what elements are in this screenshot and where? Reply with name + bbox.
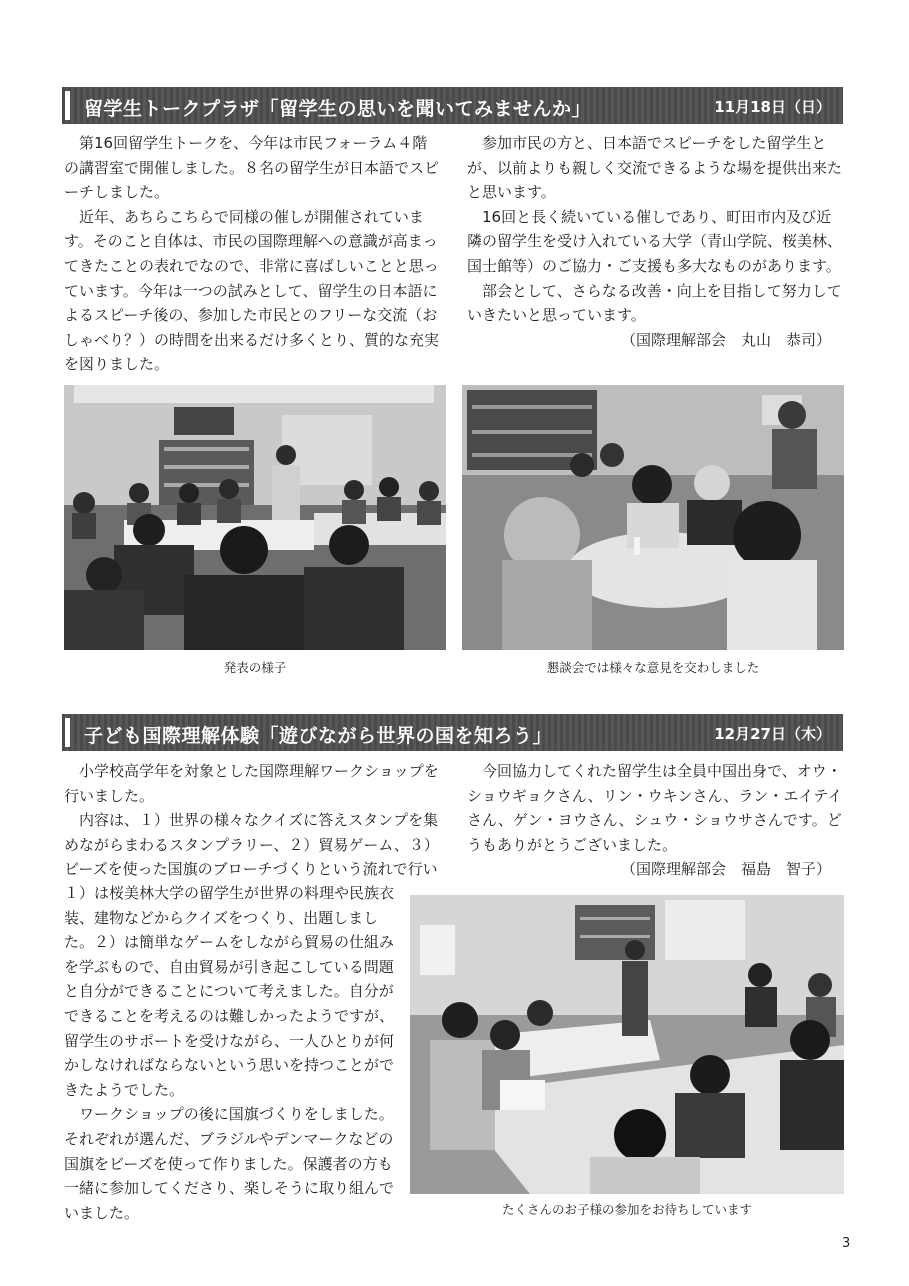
signature: （国際理解部会 福島 智子） [620, 860, 831, 879]
section2-left-column-bottom [64, 881, 404, 1225]
caption-presentation: 発表の様子 [223, 660, 287, 675]
caption-discussion: 懇談会では様々な意見を交わしました [546, 660, 760, 675]
paragraph: 参加市民の方と、日本語でスピーチをした留学生とが、以前よりも親しく交流できるような場を提供出来たと思います。 [467, 134, 843, 202]
signature: （国際理解部会 丸山 恭司） [620, 330, 831, 349]
page-number: 3 [842, 1236, 851, 1251]
photo-workshop [410, 895, 844, 1194]
header-accent-bar [65, 91, 70, 120]
caption-workshop: たくさんのお子様の参加をお待ちしています [501, 1202, 752, 1217]
section-header-talk-plaza [62, 87, 843, 124]
section-date: 12月27日（木） [714, 725, 831, 743]
section-title: 留学生トークプラザ「留学生の思いを聞いてみませんか」 [84, 98, 592, 120]
section-title: 子ども国際理解体験「遊びながら世界の国を知ろう」 [84, 725, 553, 747]
photo-presentation [64, 385, 446, 650]
section1-left-column [64, 131, 442, 377]
section2-left-column-top [64, 759, 442, 808]
section2-left-column-mid [64, 808, 442, 886]
photo-discussion [462, 385, 844, 650]
paragraph: 16回と長く続いている催しであり、町田市内及び近隣の留学生を受け入れている大学（青山学院、桜美林、国士館等）のご協力・ご支援も多大なものがあります。 [467, 207, 843, 275]
section2-right-column [467, 759, 845, 882]
paragraph: 部会として、さらなる改善・向上を目指して努力していきたいと思っています。 [467, 281, 842, 325]
header-accent-bar [65, 718, 70, 747]
paragraph: 近年、あちらこちらで同様の催しが開催されています。そのこと自体は、市民の国際理解への意識が高まってきたことの表れでなので、非常に喜ばしいことと思っています。今年は一つの試みとして、留学生の日本語によるスピーチ後の、参加した市民とのフリーな交流（おしゃべり？）の時間を出来るだけ多くとり、質的な充実を図りました。 [64, 207, 440, 374]
paragraph: 第16回留学生トークを、今年は市民フォーラム４階の講習室で開催しました。８名の留学生が日本語でスピーチしました。 [64, 134, 440, 202]
paragraph: 今回協力してくれた留学生は全員中国出身で、オウ・ショウギョクさん、リン・ウキンさん、ラン・エイテイさん、ゲン・ヨウさん、シュウ・ショウサさんです。どうもありがとうございました。 [467, 762, 843, 854]
paragraph: ワークショップの後に国旗づくりをしました。それぞれが選んだ、ブラジルやデンマークなどの国旗をビーズを使って作りました。保護者の方も一緒に参加してくださり、楽しそうに取り組んでいました。 [64, 1105, 395, 1222]
paragraph: 内容は、１）世界の様々なクイズに答えスタンプを集めながらまわるスタンプラリー、２）貿易ゲーム、３）ビーズを使った国旗のブローチづくりという流れで行い [64, 811, 439, 879]
section-date: 11月18日（日） [714, 98, 831, 116]
paragraph: 小学校高学年を対象とした国際理解ワークショップを行いました。 [64, 762, 439, 805]
paragraph-continued: １）は桜美林大学の留学生が世界の料理や民族衣装、建物などからクイズをつくり、出題しました。２）は簡単なゲームをしながら貿易の仕組みを学ぶもので、自由貿易が引き起こしている問題と自分ができることについて考えました。自分ができることを考えるのは難しかったようですが、留学生のサポートを受けながら、一人ひとりが何かしなければならないという思いを持つことができたようでした。 [64, 884, 395, 1099]
section-header-children-workshop [62, 714, 843, 751]
section1-right-column [467, 131, 845, 352]
